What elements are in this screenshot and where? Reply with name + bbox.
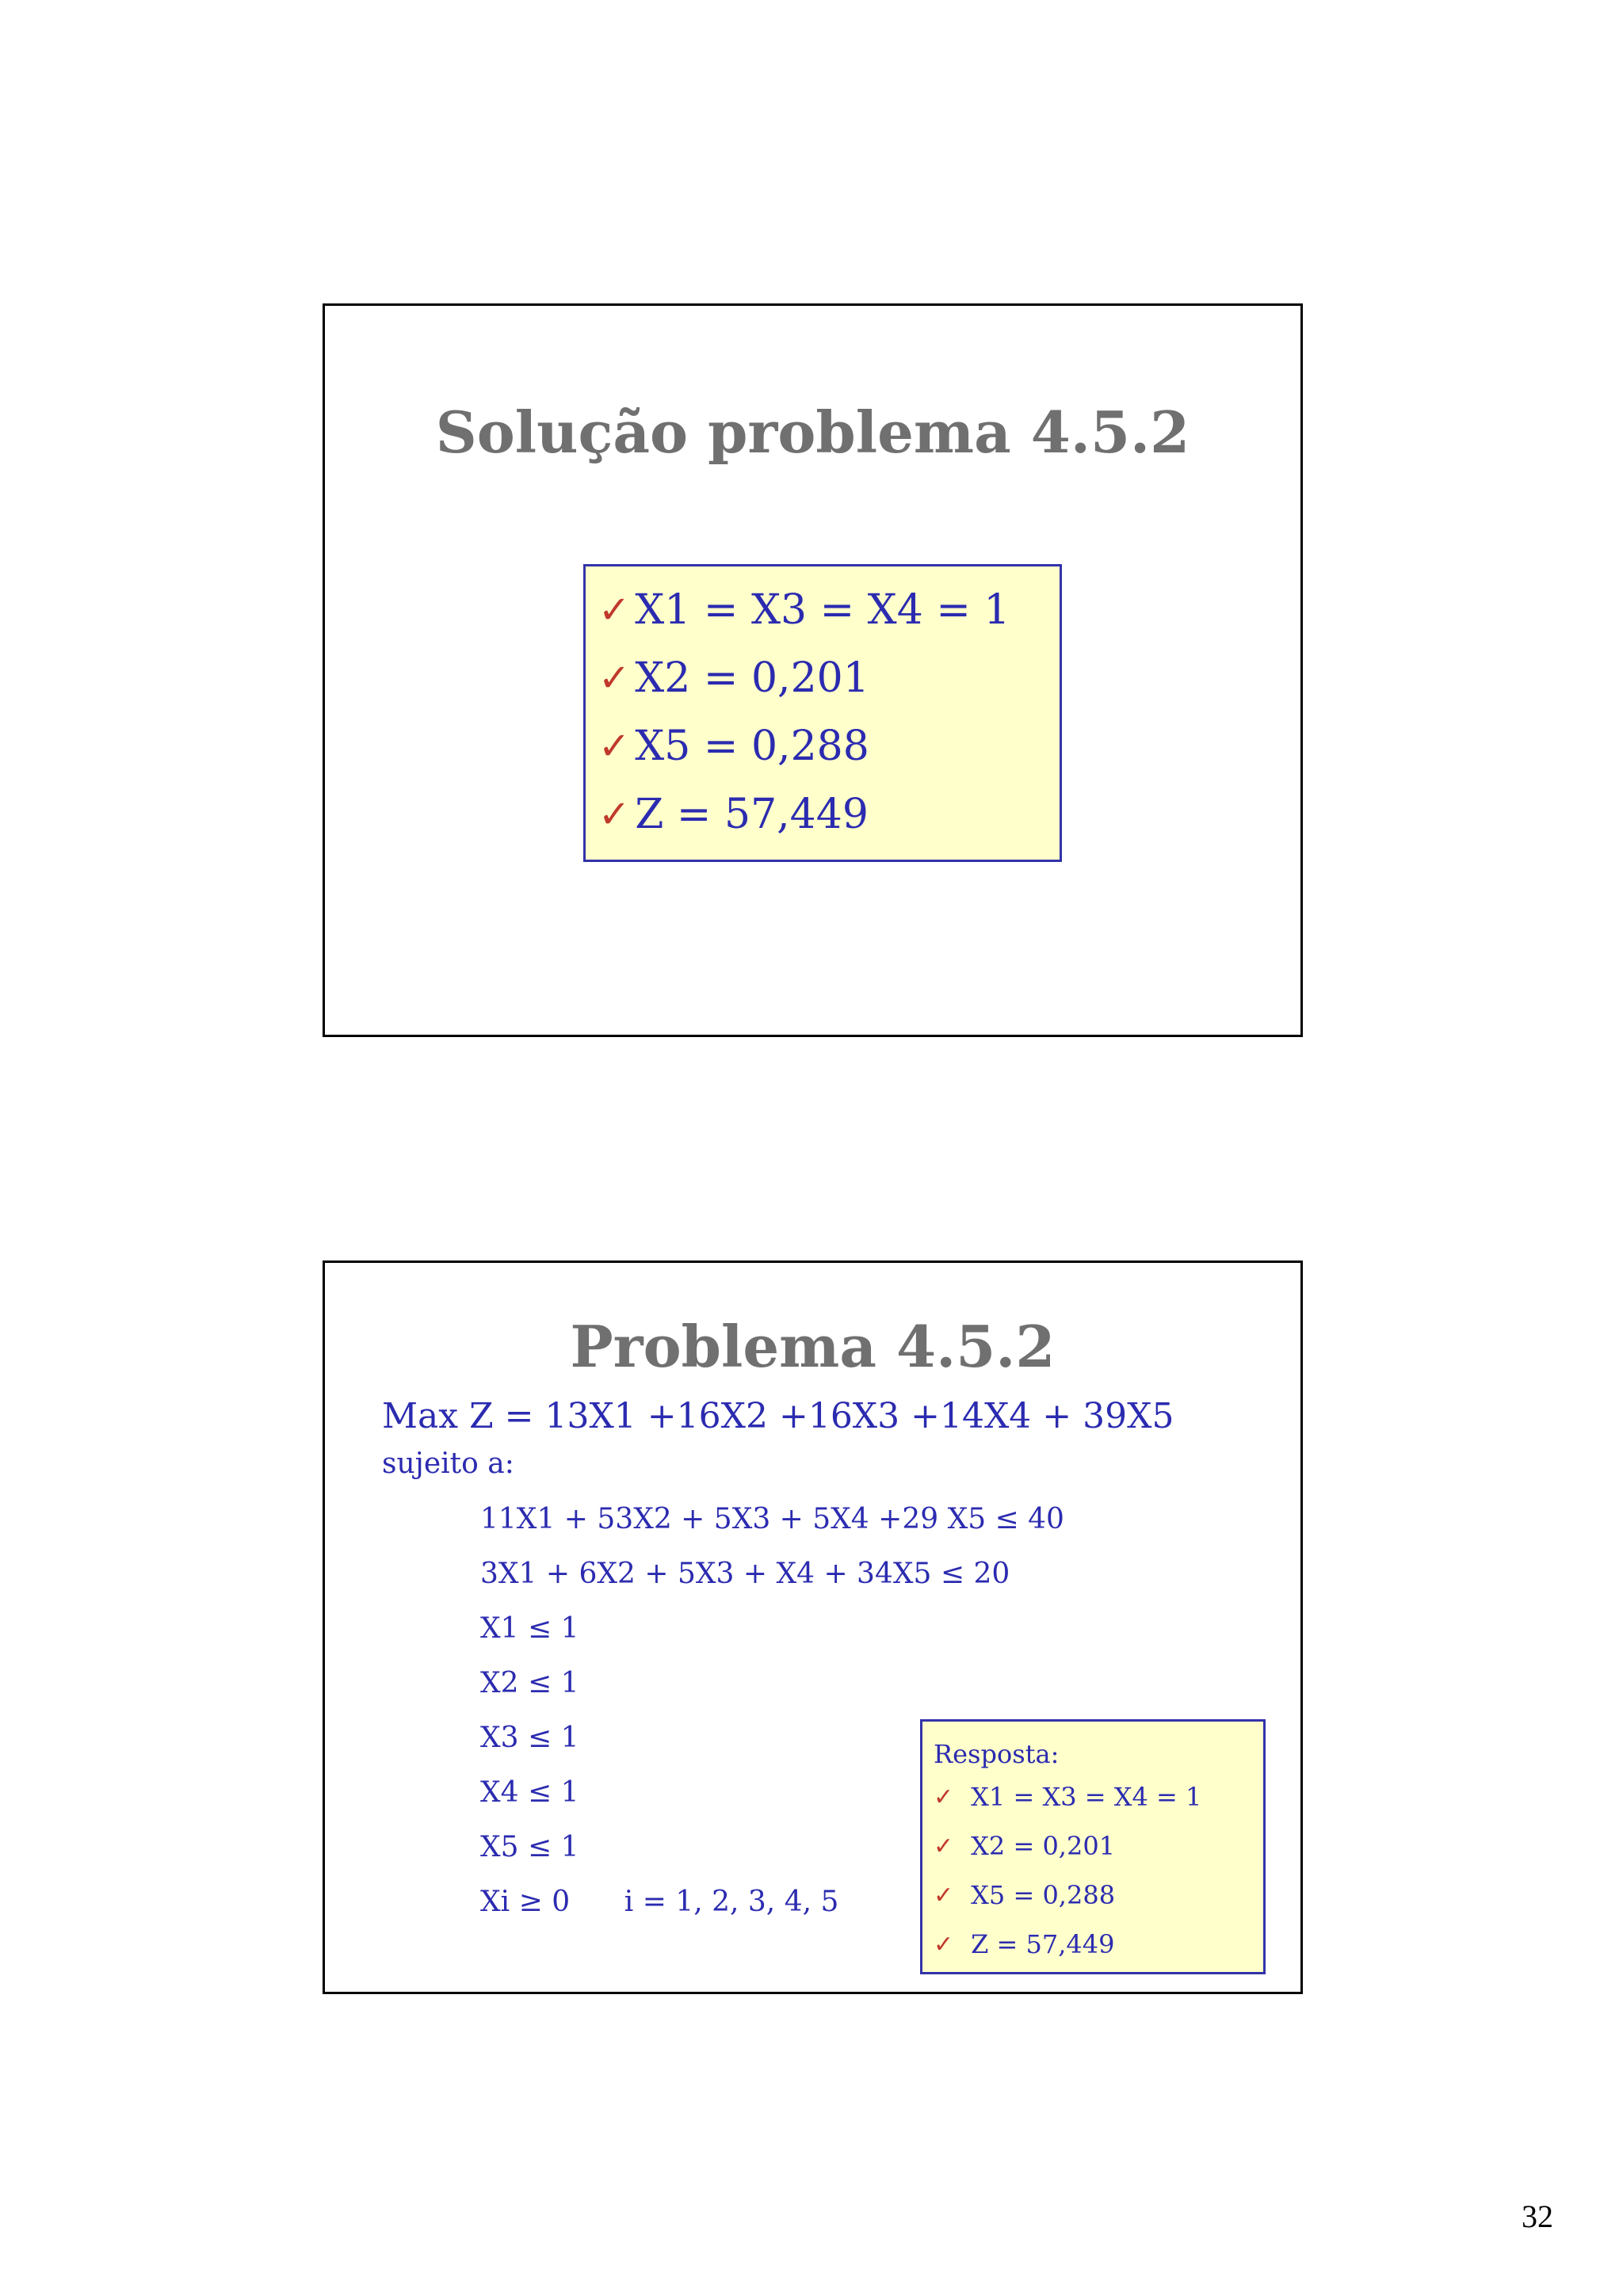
answer-text: X2 = 0,201 bbox=[971, 1831, 1116, 1861]
check-icon: ✓ bbox=[598, 724, 631, 769]
check-icon: ✓ bbox=[934, 1881, 954, 1909]
subject-to-label: sujeito a: bbox=[382, 1447, 514, 1480]
answer-box bbox=[920, 1719, 1266, 1974]
constraint: Xi ≥ 0 i = 1, 2, 3, 4, 5 bbox=[480, 1886, 839, 1918]
objective-function: Max Z = 13X1 +16X2 +16X3 +14X4 + 39X5 bbox=[382, 1396, 1174, 1436]
answer-item bbox=[598, 780, 1060, 849]
answer-item bbox=[934, 1821, 1263, 1871]
slide-title: Solução problema 4.5.2 bbox=[435, 399, 1190, 466]
answer-box bbox=[583, 564, 1062, 862]
answer-text: X1 = X3 = X4 = 1 bbox=[635, 586, 1010, 634]
answer-item bbox=[934, 1772, 1263, 1821]
constraint: X2 ≤ 1 bbox=[480, 1667, 579, 1699]
check-icon: ✓ bbox=[934, 1832, 954, 1860]
answer-text: Z = 57,449 bbox=[971, 1929, 1115, 1959]
answer-text: X5 = 0,288 bbox=[971, 1880, 1116, 1910]
slide-title: Problema 4.5.2 bbox=[570, 1313, 1056, 1380]
constraint: X5 ≤ 1 bbox=[480, 1831, 579, 1863]
check-icon: ✓ bbox=[598, 656, 631, 700]
answer-heading: Resposta: bbox=[934, 1739, 1060, 1769]
constraint: X3 ≤ 1 bbox=[480, 1722, 579, 1754]
answer-item bbox=[934, 1920, 1263, 1969]
answer-text: X1 = X3 = X4 = 1 bbox=[971, 1782, 1202, 1812]
slide-problem bbox=[323, 1261, 1303, 1994]
answer-item bbox=[598, 644, 1060, 712]
answer-text: Z = 57,449 bbox=[635, 791, 869, 838]
slide-solution bbox=[323, 303, 1303, 1037]
answer-item bbox=[598, 576, 1060, 644]
check-icon: ✓ bbox=[598, 792, 631, 837]
answer-item bbox=[598, 712, 1060, 780]
answer-item bbox=[934, 1871, 1263, 1920]
answer-text: X5 = 0,288 bbox=[635, 723, 869, 770]
answer-text: X2 = 0,201 bbox=[635, 654, 869, 702]
constraint: X4 ≤ 1 bbox=[480, 1776, 579, 1809]
page-number: 32 bbox=[1522, 2199, 1553, 2234]
constraint: 3X1 + 6X2 + 5X3 + X4 + 34X5 ≤ 20 bbox=[480, 1558, 1010, 1590]
check-icon: ✓ bbox=[598, 588, 631, 632]
constraint: 11X1 + 53X2 + 5X3 + 5X4 +29 X5 ≤ 40 bbox=[480, 1503, 1064, 1535]
check-icon: ✓ bbox=[934, 1783, 954, 1811]
check-icon: ✓ bbox=[934, 1930, 954, 1958]
constraint: X1 ≤ 1 bbox=[480, 1612, 579, 1645]
